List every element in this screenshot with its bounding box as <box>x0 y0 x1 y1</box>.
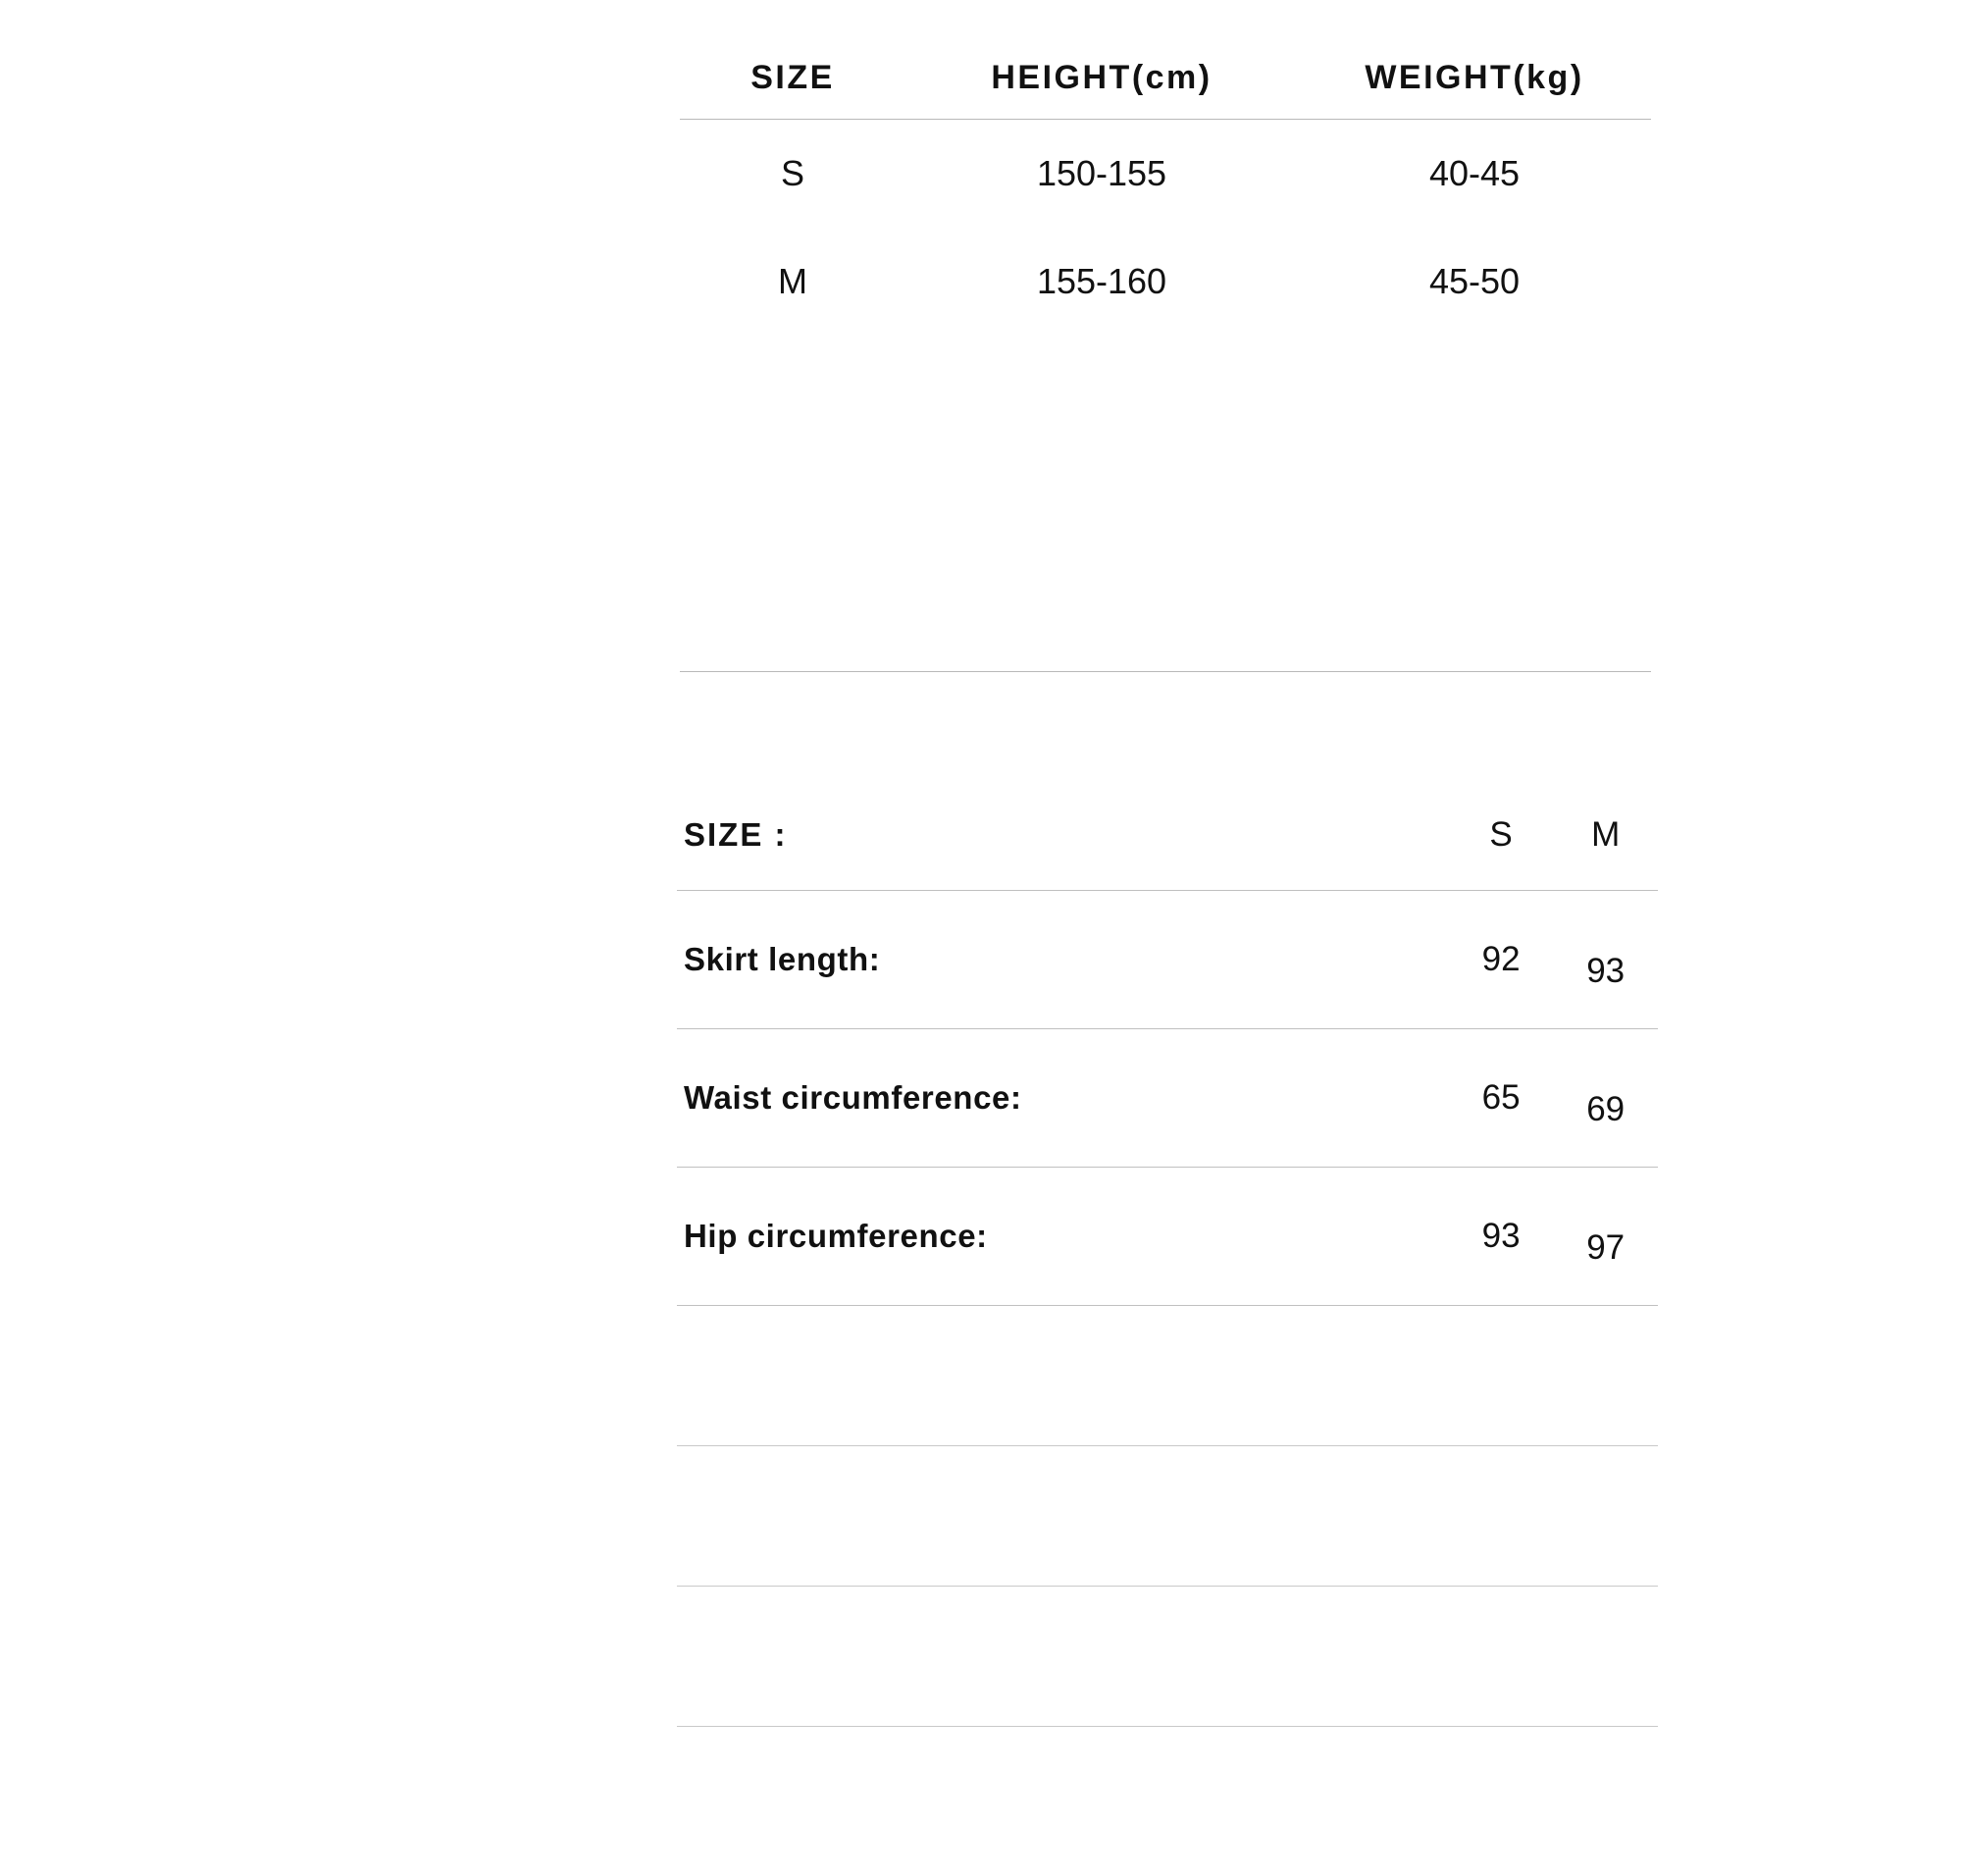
table-row <box>680 120 1651 228</box>
cell-hip-s: 93 <box>1481 1217 1521 1255</box>
cell-weight: 45-50 <box>1428 261 1521 301</box>
measurement-header-row <box>677 780 1658 890</box>
cell-skirt-length-m: 93 <box>1586 952 1626 990</box>
table-row <box>677 891 1658 1028</box>
column-header-m: M <box>1591 815 1621 854</box>
table-row <box>680 228 1651 336</box>
column-header-size: SIZE <box>750 59 835 96</box>
size-chart-bottom-divider <box>680 671 1651 672</box>
empty-row <box>677 1306 1658 1445</box>
cell-skirt-length-s: 92 <box>1481 940 1521 978</box>
cell-waist-m: 69 <box>1586 1090 1626 1128</box>
cell-height: 150-155 <box>1036 153 1167 193</box>
cell-height: 155-160 <box>1036 261 1167 301</box>
cell-size: S <box>780 153 804 193</box>
table-row <box>677 1029 1658 1167</box>
body-size-chart <box>680 59 1651 336</box>
table-row <box>677 1168 1658 1305</box>
column-header-s: S <box>1489 815 1513 854</box>
cell-hip-m: 97 <box>1586 1228 1626 1267</box>
row-label-skirt-length: Skirt length: <box>684 941 881 977</box>
garment-measurement-table <box>677 780 1658 1727</box>
row-label-hip-circumference: Hip circumference: <box>684 1218 988 1254</box>
measurement-divider <box>677 1726 1658 1727</box>
column-header-weight: WEIGHT(kg) <box>1365 59 1584 96</box>
size-chart-header-row <box>680 59 1651 119</box>
cell-size: M <box>778 261 807 301</box>
cell-waist-s: 65 <box>1481 1078 1521 1117</box>
row-label-waist-circumference: Waist circumference: <box>684 1079 1022 1116</box>
cell-weight: 40-45 <box>1428 153 1521 193</box>
measurement-header-label: SIZE : <box>684 816 788 853</box>
empty-row <box>677 1446 1658 1586</box>
empty-row <box>677 1587 1658 1726</box>
column-header-height: HEIGHT(cm) <box>991 59 1213 96</box>
